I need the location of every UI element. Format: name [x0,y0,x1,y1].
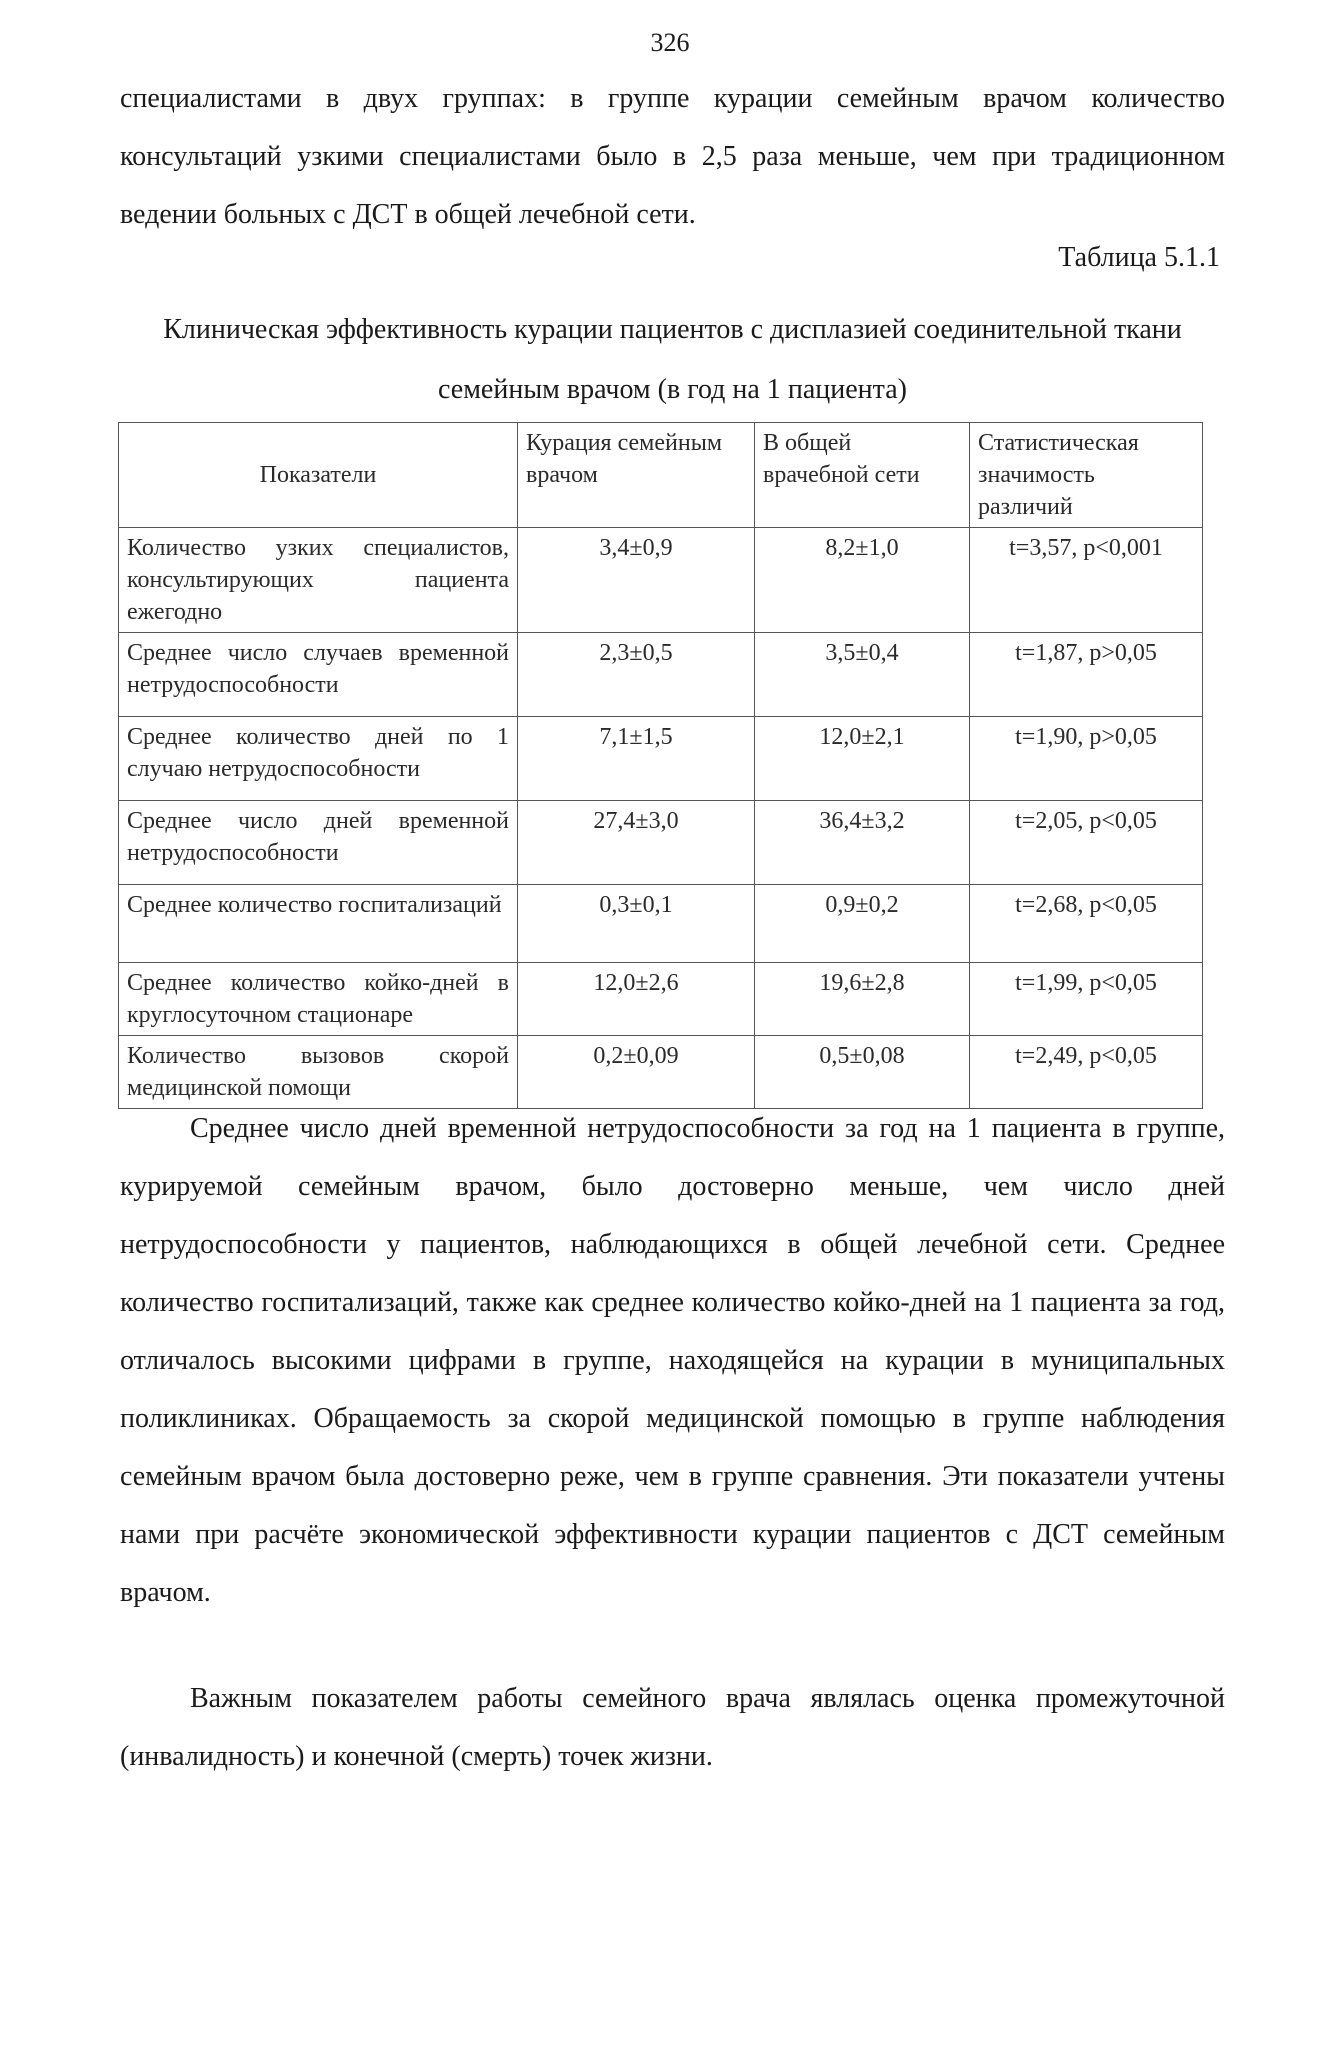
row-significance: t=2,49, p<0,05 [970,1036,1203,1109]
table-row [119,528,1203,633]
body-paragraph-2: Среднее число дней временной нетрудоспособности за год на 1 пациента в группе, курируемой семейным врачом, было достоверно меньше, чем число дней нетрудоспособности у пациентов, наблюдающихся в общей лечебной сети. Среднее количество госпитализаций, также как среднее количество койко-дней на 1 пациента за год, отличалось высокими цифрами в группе, находящейся на курации в муниципальных поликлиниках. Обращаемость за скорой медицинской помощью в группе наблюдения семейным врачом была достоверно реже, чем в группе сравнения. Эти показатели учтены нами при расчёте экономической эффективности курации пациентов с ДСТ семейным врачом. [120,1113,1225,1608]
row-family-value: 27,4±3,0 [518,801,755,885]
row-significance: t=1,99, p<0,05 [970,963,1203,1036]
table-row [119,885,1203,963]
row-indicator: Среднее количество дней по 1 случаю нетрудоспособности [119,717,518,801]
row-family-value: 2,3±0,5 [518,633,755,717]
header-significance: Статистическая значимость различий [970,423,1203,528]
intro-paragraph: специалистами в двух группах: в группе курации семейным врачом количество консультаций узкими специалистами было в 2,5 раза меньше, чем при традиционном ведении больных с ДСТ в общей лечебной сети. [120,83,1225,230]
row-general-value: 8,2±1,0 [755,528,970,633]
table-row [119,633,1203,717]
body-paragraph-3: Важным показателем работы семейного врача являлась оценка промежуточной (инвалидность) и конечной (смерть) точек жизни. [120,1683,1225,1772]
header-general-network: В общей врачебной сети [755,423,970,528]
row-general-value: 19,6±2,8 [755,963,970,1036]
table-header-row [119,423,1203,528]
row-family-value: 0,3±0,1 [518,885,755,963]
row-indicator: Среднее число дней временной нетрудоспособности [119,801,518,885]
row-indicator: Среднее количество госпитализаций [119,885,518,963]
row-indicator: Количество узких специалистов, консультирующих пациента ежегодно [119,528,518,633]
row-family-value: 3,4±0,9 [518,528,755,633]
row-significance: t=1,90, p>0,05 [970,717,1203,801]
table-label: Таблица 5.1.1 [1058,242,1220,273]
table-row [119,801,1203,885]
table-caption: Клиническая эффективность курации пациентов с дисплазией соединительной ткани семейным врачом (в год на 1 пациента) [163,314,1182,405]
header-indicators: Показатели [119,423,518,528]
row-significance: t=2,68, p<0,05 [970,885,1203,963]
row-general-value: 3,5±0,4 [755,633,970,717]
header-family-doctor: Курация семейным врачом [518,423,755,528]
row-general-value: 0,5±0,08 [755,1036,970,1109]
row-general-value: 0,9±0,2 [755,885,970,963]
table-row [119,1036,1203,1109]
row-general-value: 36,4±3,2 [755,801,970,885]
efficacy-table [118,422,1203,1109]
row-significance: t=3,57, p<0,001 [970,528,1203,633]
page-number: 326 [650,28,690,57]
row-indicator: Среднее количество койко-дней в круглосуточном стационаре [119,963,518,1036]
table-row [119,963,1203,1036]
row-significance: t=1,87, p>0,05 [970,633,1203,717]
row-family-value: 0,2±0,09 [518,1036,755,1109]
row-general-value: 12,0±2,1 [755,717,970,801]
row-indicator: Количество вызовов скорой медицинской помощи [119,1036,518,1109]
row-family-value: 7,1±1,5 [518,717,755,801]
table-row [119,717,1203,801]
row-indicator: Среднее число случаев временной нетрудоспособности [119,633,518,717]
row-significance: t=2,05, p<0,05 [970,801,1203,885]
row-family-value: 12,0±2,6 [518,963,755,1036]
